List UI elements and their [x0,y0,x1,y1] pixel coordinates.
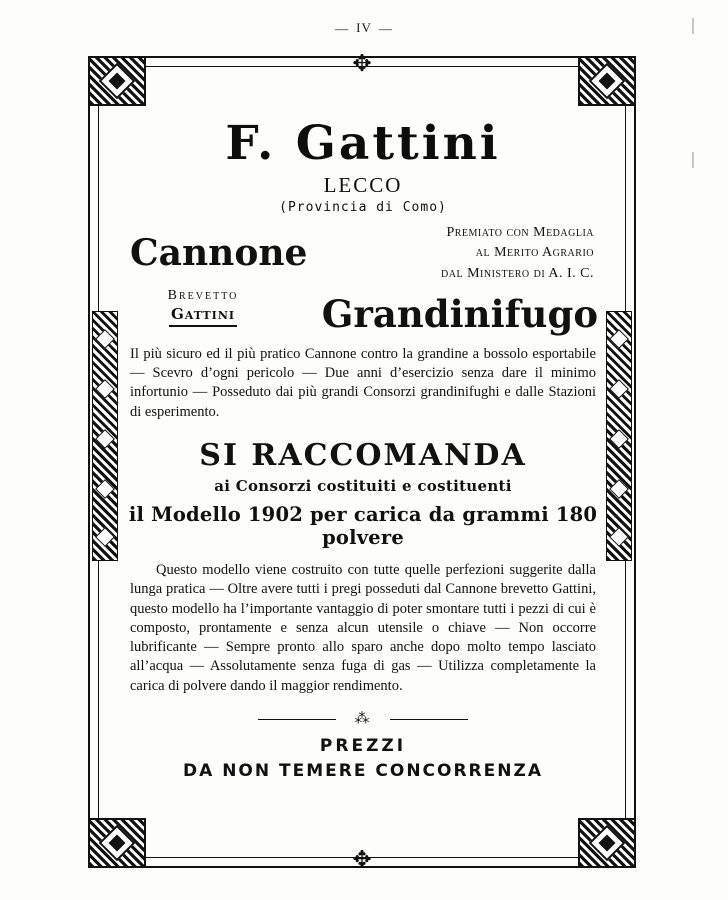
corner-ornament-icon [88,56,146,106]
city-label: LECCO [323,173,403,197]
body-paragraph: Questo modello viene costruito con tutte quelle perfezioni suggerite dalla lunga pratica — Oltre avere tutti i pregi posseduti dal Cannone brevetto Gattini, questo modello ha l’importante vantaggio di poter smontare tutti i pezzi di cui è composto, prontamente e senza alcun utensile o chiave — Non occorre lubrificante — Sempre pronto allo sparo anche dopo molto tempo lasciato all’acqua — Assolutamente senza fuga di gas — Utilizza completamente la carica di polvere dando il maggior rendimento. [130,562,596,694]
model-line: il Modello 1902 per carica da grammi 180 polvere [128,503,598,550]
product-headline-row [128,223,598,284]
folio-dash-left: — [335,21,350,37]
patent-block [128,288,278,333]
corner-ornament-icon [578,56,636,106]
advertisement-content [128,116,598,781]
brand-title: F. Gattini [225,116,501,171]
price-heading: PREZZI [319,735,407,756]
patent-name: Gattini [169,305,237,327]
diamond-ornament-icon: ✥ [352,51,372,76]
medal-line: Premiato con Medaglia [446,225,594,240]
divider-ornament-icon: ⁂ [354,710,372,727]
section-divider [258,712,468,726]
medal-citation [307,223,598,284]
product-type: Grandinifugo [321,291,598,336]
intro-paragraph: Il più sicuro ed il più pratico Cannone contro la grandine a bossolo esportabile — Scevro d’ogni pericolo — Due anni d’esercizio senza dare il minimo infortunio — Posseduto dai più grandi Consorzi grandinifughi e dalle Stazioni di esperimento. [130,345,596,420]
divider-rule-right [390,719,468,720]
divider-rule-left [258,719,336,720]
medal-line: dal Ministero di A. I. C. [441,265,594,281]
corner-ornament-icon [88,818,146,868]
subheadline: ai Consorzi costituiti e costituenti [214,477,512,496]
medal-line: al Merito Agrario [475,245,594,261]
scan-edge-mark [692,152,694,168]
scan-edge-mark [692,18,694,34]
province-label: (Provincia di Como) [279,200,447,215]
corner-ornament-icon [578,818,636,868]
side-ornament-bar-right [606,311,632,561]
folio-dash-right: — [378,21,393,37]
product-word: Cannone [130,231,308,274]
folio-number: IV [356,20,372,35]
patent-headline-row [128,287,598,336]
side-ornament-bar-left [92,311,118,561]
headline: SI RACCOMANDA [199,438,527,474]
patent-label: Brevetto [167,287,239,303]
price-subheading: DA NON TEMERE CONCORRENZA [183,760,543,781]
diamond-ornament-icon: ✥ [352,847,372,872]
page-folio [0,20,728,37]
